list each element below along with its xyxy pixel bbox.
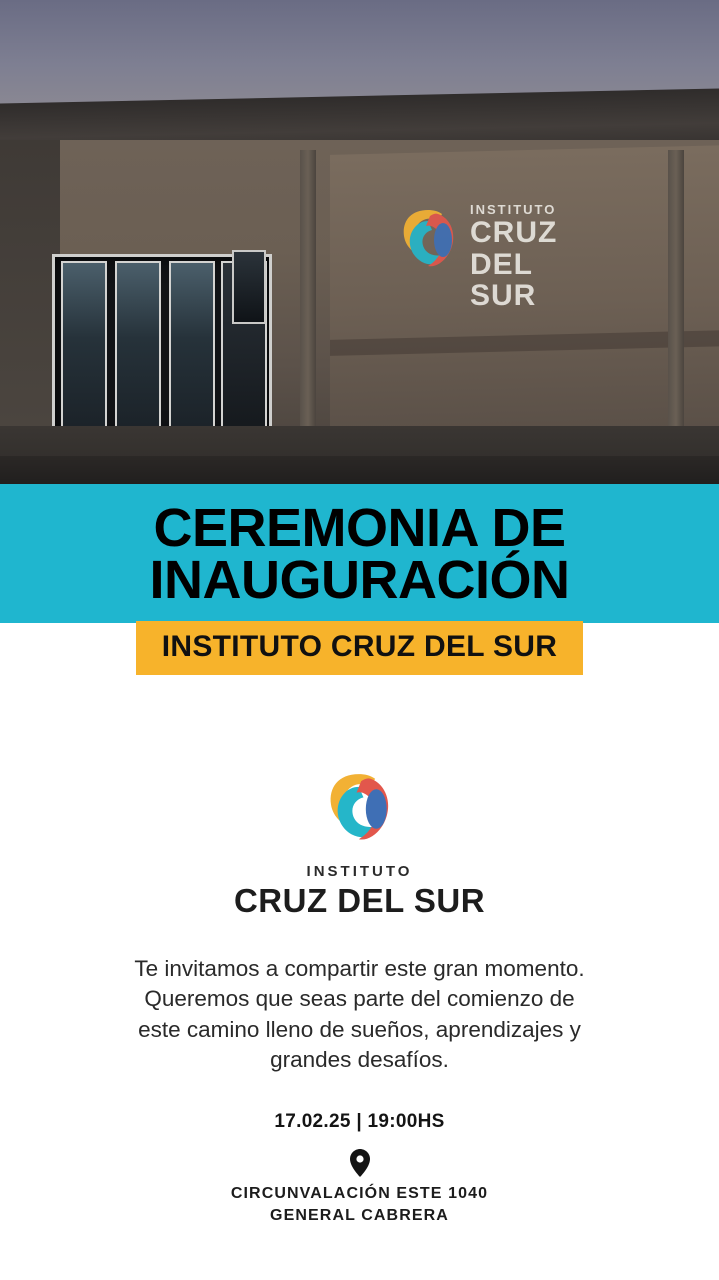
door-pane	[169, 261, 215, 433]
subtitle-badge: INSTITUTO CRUZ DEL SUR	[136, 621, 584, 675]
wall-sign-line3: DEL SUR	[470, 247, 537, 312]
headline-line-2: INAUGURACIÓN	[149, 550, 570, 611]
headline-line-1: CEREMONIA DE	[153, 498, 566, 558]
left-wall	[0, 140, 60, 450]
event-datetime: 17.02.25 | 19:00HS	[274, 1111, 445, 1133]
cruz-del-sur-logo-icon	[324, 767, 396, 851]
wall-sign-line2: CRUZ	[470, 216, 558, 249]
wall-logo	[398, 200, 598, 310]
map-pin-icon	[350, 1149, 370, 1177]
wall-sign-text	[470, 202, 598, 312]
address-line-2: GENERAL CABRERA	[270, 1206, 449, 1224]
side-window	[232, 250, 266, 324]
invitation-text: Te invitamos a compartir este gran momento. Queremos que seas parte del comienzo de este camino lleno de sueños, aprendizajes y grandes desafíos.	[134, 955, 585, 1072]
column-two	[668, 150, 684, 440]
event-address	[231, 1183, 488, 1226]
address-line-1: CIRCUNVALACIÓN ESTE 1040	[230, 1185, 489, 1203]
wall-sign-line1: INSTITUTO	[470, 202, 557, 217]
brand-small-label: INSTITUTO	[306, 862, 413, 880]
cruz-del-sur-logo-icon	[398, 204, 460, 276]
building-photo	[0, 0, 719, 484]
door-pane	[115, 261, 161, 433]
door-pane	[61, 261, 107, 433]
details-section	[0, 675, 719, 1280]
foreground-ground	[0, 456, 719, 484]
brand-name: CRUZ DEL SUR	[233, 881, 486, 919]
column-one	[300, 150, 316, 450]
headline-band	[0, 484, 719, 623]
subtitle-wrap	[0, 621, 719, 675]
